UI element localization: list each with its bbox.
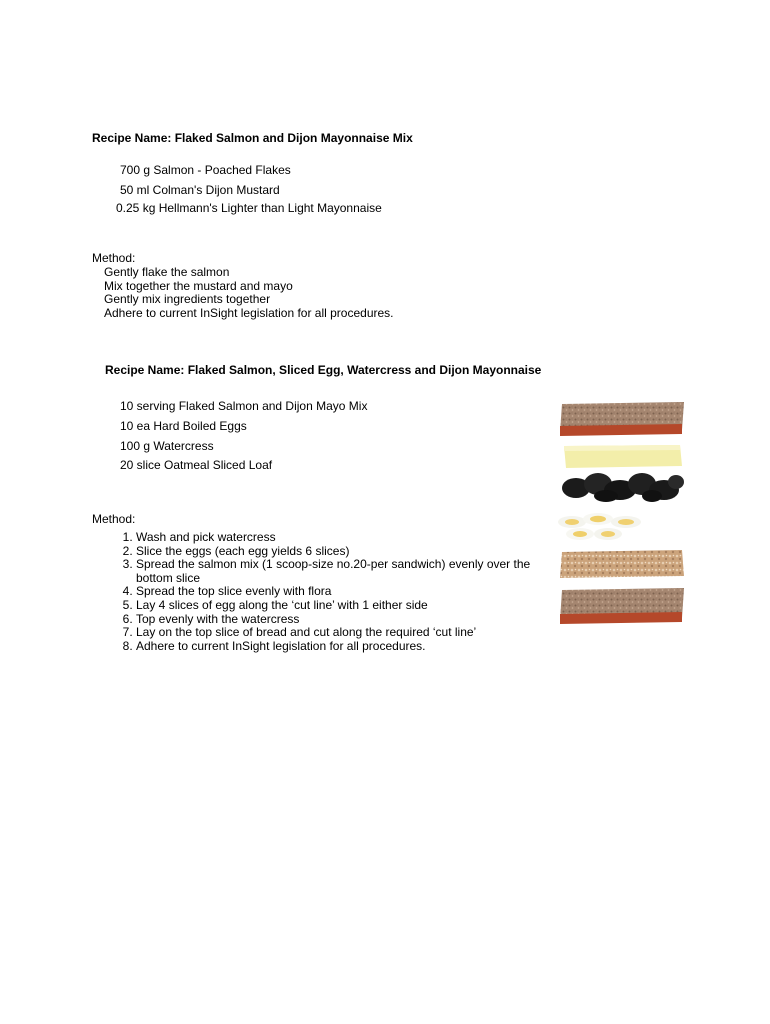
recipe1-ingredient: 700 g Salmon - Poached Flakes xyxy=(120,163,291,177)
recipe1-method-step: Mix together the mustard and mayo xyxy=(104,279,293,293)
method-step: 3. Spread the salmon mix (1 scoop-size no.20-per sandwich) evenly over the bottom slice xyxy=(136,558,566,585)
recipe1-ingredient: 50 ml Colman's Dijon Mustard xyxy=(120,183,280,197)
bread-slice-top-icon xyxy=(560,402,684,436)
recipe2-ingredient: 10 serving Flaked Salmon and Dijon Mayo Mix xyxy=(120,399,368,413)
recipe1-ingredient: 0.25 kg Hellmann's Lighter than Light Mayonnaise xyxy=(116,201,382,215)
recipe2-ingredient: 20 slice Oatmeal Sliced Loaf xyxy=(120,458,273,472)
method-step: 7. Lay on the top slice of bread and cut along the required ‘cut line’ xyxy=(136,626,566,640)
recipe2-method-steps xyxy=(112,531,566,653)
method-step: 4. Spread the top slice evenly with flora xyxy=(136,585,566,599)
recipe1-method-step: Gently flake the salmon xyxy=(104,265,230,279)
method-step: 2. Slice the eggs (each egg yields 6 slices) xyxy=(136,545,566,559)
watercress-layer-icon xyxy=(562,473,684,502)
bread-slice-bottom-icon xyxy=(560,588,684,624)
salmon-mix-layer-icon xyxy=(560,550,684,578)
recipe1-method-step: Gently mix ingredients together xyxy=(104,292,271,306)
method-step: 6. Top evenly with the watercress xyxy=(136,613,566,627)
recipe2-method-label: Method: xyxy=(92,512,136,526)
recipe2-title: Recipe Name: Flaked Salmon, Sliced Egg, Watercress and Dijon Mayonnaise xyxy=(105,363,542,377)
recipe1-method-label: Method: xyxy=(92,251,136,265)
recipe2-ingredient: 10 ea Hard Boiled Eggs xyxy=(120,419,247,433)
method-step: 1. Wash and pick watercress xyxy=(136,531,566,545)
recipe1-method-step: Adhere to current InSight legislation for all procedures. xyxy=(104,306,394,320)
mayo-layer-icon xyxy=(564,445,682,468)
method-step: 8. Adhere to current InSight legislation for all procedures. xyxy=(136,640,566,654)
method-step: 5. Lay 4 slices of egg along the ‘cut line’ with 1 either side xyxy=(136,599,566,613)
egg-slices-layer-icon xyxy=(558,513,641,540)
recipe1-title: Recipe Name: Flaked Salmon and Dijon Mayonnaise Mix xyxy=(92,131,413,145)
sandwich-layers-illustration xyxy=(556,400,688,632)
recipe2-ingredient: 100 g Watercress xyxy=(120,439,214,453)
